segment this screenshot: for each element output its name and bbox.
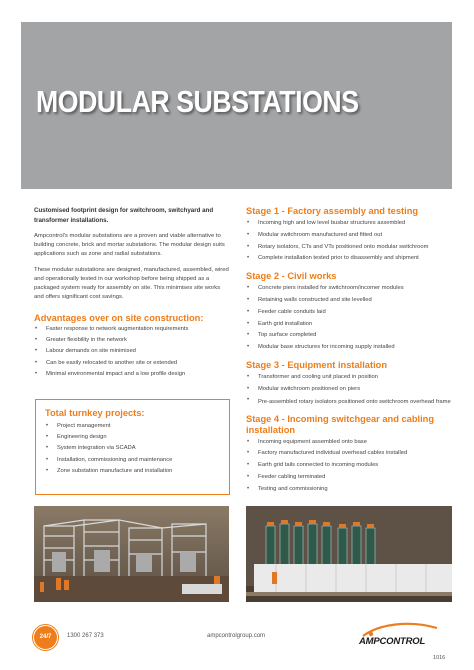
switchroom-image <box>246 506 452 602</box>
list-item: • Feeder cabling terminated <box>246 472 452 484</box>
list-item: • Faster response to network augmentation requirements <box>34 324 230 335</box>
switchroom-photo <box>246 506 452 602</box>
advantages-heading: Advantages over on site construction: <box>34 313 204 323</box>
right-column <box>246 206 452 496</box>
list-item: • System integration via SCADA <box>45 443 220 454</box>
list-item: • Top surface completed <box>246 330 452 342</box>
stage-4-heading: Stage 4 - Incoming switchgear and cabling installation <box>246 413 435 435</box>
list-item: • Zone substation manufacture and installation <box>45 466 220 477</box>
substation-yard-image <box>34 506 229 602</box>
list-item: • Complete installation tested prior to disassembly and shipment <box>246 253 452 265</box>
advantages-list <box>34 324 230 380</box>
footer <box>0 618 474 658</box>
list-item: • Modular base structures for incoming supply installed <box>246 342 452 354</box>
list-item: • Transformer and cooling unit placed in position <box>246 372 452 384</box>
stage-2-list <box>246 283 452 354</box>
list-item: • Incoming high and low level busbar structures assembled <box>246 218 452 230</box>
list-item: • Modular switchroom manufactured and fitted out <box>246 230 452 242</box>
left-column <box>34 206 230 380</box>
stage-3-heading: Stage 3 - Equipment installation <box>246 359 388 370</box>
stage-1-list <box>246 218 452 265</box>
phone-number[interactable]: 1300 267 373 <box>67 633 104 639</box>
list-item: • Installation, commissioning and maintenance <box>45 455 220 466</box>
intro-paragraph-1: Ampcontrol's modular substations are a proven and viable alternative to building concrete, brick and mortar substations. The modular design suits applications such as zone and radial substations. <box>34 233 225 257</box>
ampcontrol-logo <box>359 622 455 652</box>
list-item: • Retaining walls constructed and site levelled <box>246 295 452 307</box>
list-item: • Pre-assembled rotary isolators positioned onto switchroom overhead frame <box>246 396 452 408</box>
list-item: • Incoming equipment assembled onto base <box>246 437 452 449</box>
list-item: • Feeder cable conduits laid <box>246 307 452 319</box>
list-item: • Factory manufactured individual overhead cables installed <box>246 448 452 460</box>
stage-4-list <box>246 437 452 496</box>
stage-2-heading: Stage 2 - Civil works <box>246 271 337 282</box>
list-item: • Testing and commissioning <box>246 484 452 496</box>
list-item: • Can be easily relocated to another site or extended <box>34 358 230 369</box>
list-item: • Minimal environmental impact and a low profile design <box>34 369 230 380</box>
list-item: • Concrete piers installed for switchroom/incomer modules <box>246 283 452 295</box>
list-item: • Earth grid installation <box>246 319 452 331</box>
list-item: • Modular switchroom positioned on piers <box>246 384 452 396</box>
list-item: • Earth grid tails connected to incoming modules <box>246 460 452 472</box>
list-item: • Rotary isolators, CTs and VTs positioned onto modular switchroom <box>246 242 452 254</box>
intro-paragraph-2: These modular substations are designed, manufactured, assembled, wired and operationally tested in our workshop before being shipped as a packaged system ready for assembly on site. This minimises site works and offers significant cost savings. <box>34 267 229 300</box>
stage-1-heading: Stage 1 - Factory assembly and testing <box>246 206 419 216</box>
turnkey-box <box>35 399 230 495</box>
substation-yard-photo <box>34 506 229 602</box>
logo-wordmark: AMPCONTROL <box>359 636 426 647</box>
page-title: MODULAR SUBSTATIONS <box>36 84 359 119</box>
list-item: • Labour demands on site minimised <box>34 346 230 357</box>
intro-lead: Customised footprint design for switchroom, switchyard and transformer installations. <box>34 207 214 224</box>
stage-3-list <box>246 372 452 408</box>
list-item: • Project management <box>45 421 220 432</box>
support-badge: 24/7 <box>34 626 57 649</box>
list-item: • Engineering design <box>45 432 220 443</box>
turnkey-heading: Total turnkey projects: <box>45 408 145 418</box>
page-number: 1016 <box>433 655 446 661</box>
website-link[interactable]: ampcontrolgroup.com <box>207 633 266 639</box>
list-item: • Greater flexibility in the network <box>34 335 230 346</box>
turnkey-list <box>45 421 220 477</box>
